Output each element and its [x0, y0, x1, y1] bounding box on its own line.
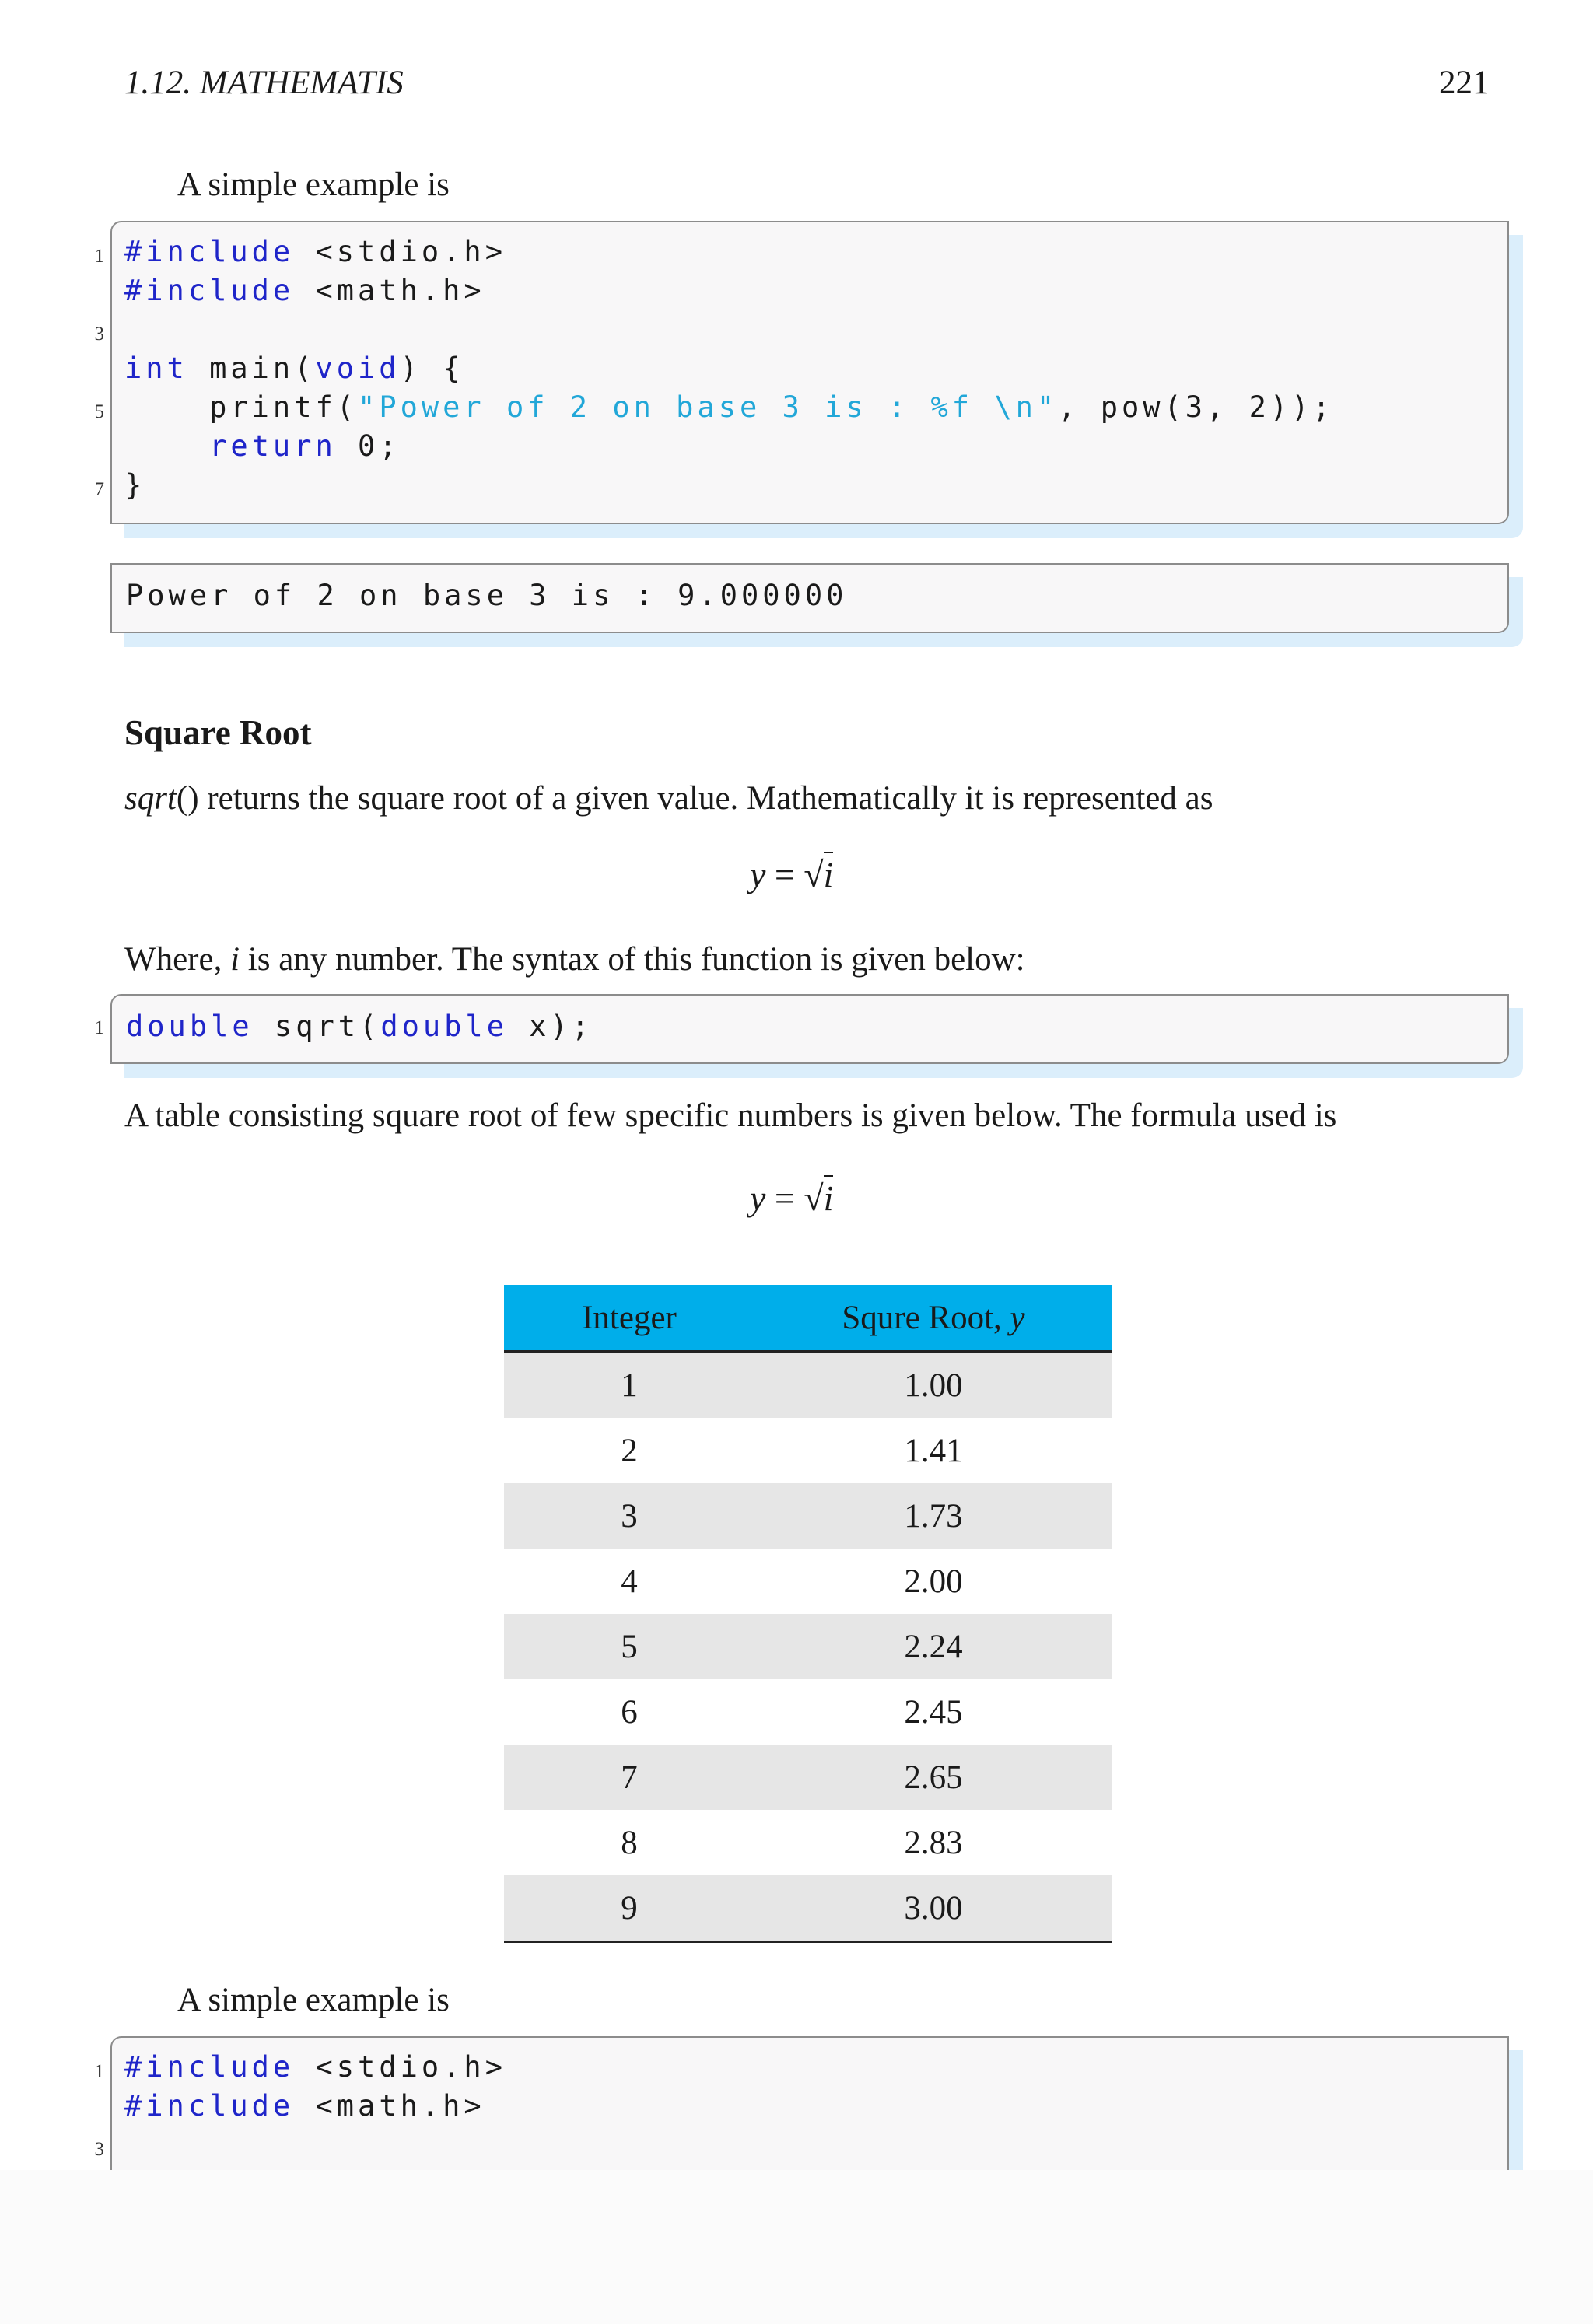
code-line: } [124, 468, 146, 502]
sqrt-symbol: √ [804, 855, 824, 894]
code-line [124, 429, 401, 463]
page-bottom-fade [0, 2170, 1593, 2324]
running-header: 1.12. MATHEMATIS [124, 65, 404, 101]
code-text: ) { [400, 352, 464, 385]
code-text: printf( [124, 390, 359, 424]
section-heading: Square Root [124, 713, 312, 752]
equation-operator: = [765, 855, 804, 894]
code-keyword: double [126, 1010, 254, 1043]
table-cell: 2.24 [754, 1614, 1112, 1679]
column-header-integer: Integer [504, 1285, 754, 1352]
code-text: x); [507, 1010, 593, 1043]
table-cell: 8 [621, 1824, 638, 1861]
code-keyword: int [124, 352, 188, 385]
equation [750, 854, 833, 895]
page-number: 221 [1439, 65, 1490, 101]
table-cell: 1 [504, 1352, 754, 1419]
table-cell: 3.00 [754, 1875, 1112, 1942]
line-number: 5 [94, 401, 104, 422]
code-text: sqrt( [253, 1010, 381, 1043]
sqrt-symbol: √ [804, 1178, 824, 1218]
line-number: 1 [94, 1017, 104, 1038]
code-line [124, 2089, 485, 2123]
square-root-table [504, 1285, 1112, 1943]
function-parens: () [176, 780, 199, 817]
table-cell: 2.65 [754, 1745, 1112, 1810]
code-keyword: #include [124, 235, 295, 268]
table-cell: 5 [504, 1614, 754, 1679]
where-text: is any number. The syntax of this function is given below: [240, 941, 1025, 978]
where-paragraph [124, 937, 1025, 982]
code-string: "Power of 2 on base 3 is : %f \n" [358, 390, 1059, 424]
table-cell: 2.83 [904, 1824, 963, 1861]
line-number: 3 [94, 324, 104, 345]
table-cell: 2.45 [904, 1693, 963, 1731]
table-cell: 3 [504, 1483, 754, 1549]
code-line [124, 274, 485, 307]
column-header-variable: y [1010, 1299, 1025, 1336]
program-output: Power of 2 on base 3 is : 9.000000 [126, 579, 848, 612]
equation-lhs: y [750, 855, 766, 894]
code-keyword: double [380, 1010, 508, 1043]
code-text: <stdio.h> [294, 235, 506, 268]
description-paragraph [124, 776, 1493, 821]
code-text [124, 429, 209, 463]
column-header-text: Squre Root, [842, 1299, 1010, 1336]
where-text: Where, [124, 941, 231, 978]
line-number: 1 [94, 2061, 104, 2082]
table-header-row [504, 1285, 1112, 1352]
description-text: returns the square root of a given value. Mathematically it is represented as [198, 780, 1213, 817]
column-header-square-root [754, 1285, 1112, 1352]
intro-paragraph: A simple example is [177, 166, 450, 203]
equation-lhs: y [750, 1178, 766, 1218]
code-keyword: #include [124, 274, 295, 307]
where-variable: i [230, 941, 240, 978]
table-cell: 1.73 [754, 1483, 1112, 1549]
table-cell: 4 [621, 1563, 638, 1600]
code-line [124, 390, 1334, 424]
code-keyword: #include [124, 2050, 295, 2084]
table-cell: 1.00 [754, 1352, 1112, 1419]
code-keyword: #include [124, 2089, 295, 2123]
code-text: <math.h> [294, 2089, 485, 2123]
table-intro-paragraph: A table consisting square root of few specific numbers is given below. The formula used is [124, 1097, 1337, 1134]
function-name: sqrt [124, 780, 177, 817]
line-number: 7 [94, 479, 104, 500]
code-line [124, 2050, 506, 2084]
line-number: 3 [94, 2139, 104, 2160]
table-cell: 7 [504, 1745, 754, 1810]
equation-variable: i [824, 1175, 834, 1218]
code-text: , pow(3, 2)); [1058, 390, 1334, 424]
code-line [124, 352, 464, 385]
code-keyword: return [209, 429, 337, 463]
table-cell: 6 [621, 1693, 638, 1731]
code-line [126, 1010, 593, 1043]
equation-operator: = [765, 1178, 804, 1218]
table-cell: 1.41 [904, 1432, 963, 1469]
code-line [124, 235, 506, 268]
equation [750, 1178, 833, 1219]
table-cell: 9 [504, 1875, 754, 1942]
code-text: <stdio.h> [294, 2050, 506, 2084]
table-cell: 2 [621, 1432, 638, 1469]
equation-variable: i [824, 852, 834, 894]
line-number: 1 [94, 246, 104, 267]
table-cell: 2.00 [904, 1563, 963, 1600]
code-text: <math.h> [294, 274, 485, 307]
code-keyword: void [315, 352, 401, 385]
intro-paragraph: A simple example is [177, 1982, 450, 2018]
code-text: 0; [336, 429, 401, 463]
code-text: main( [187, 352, 316, 385]
